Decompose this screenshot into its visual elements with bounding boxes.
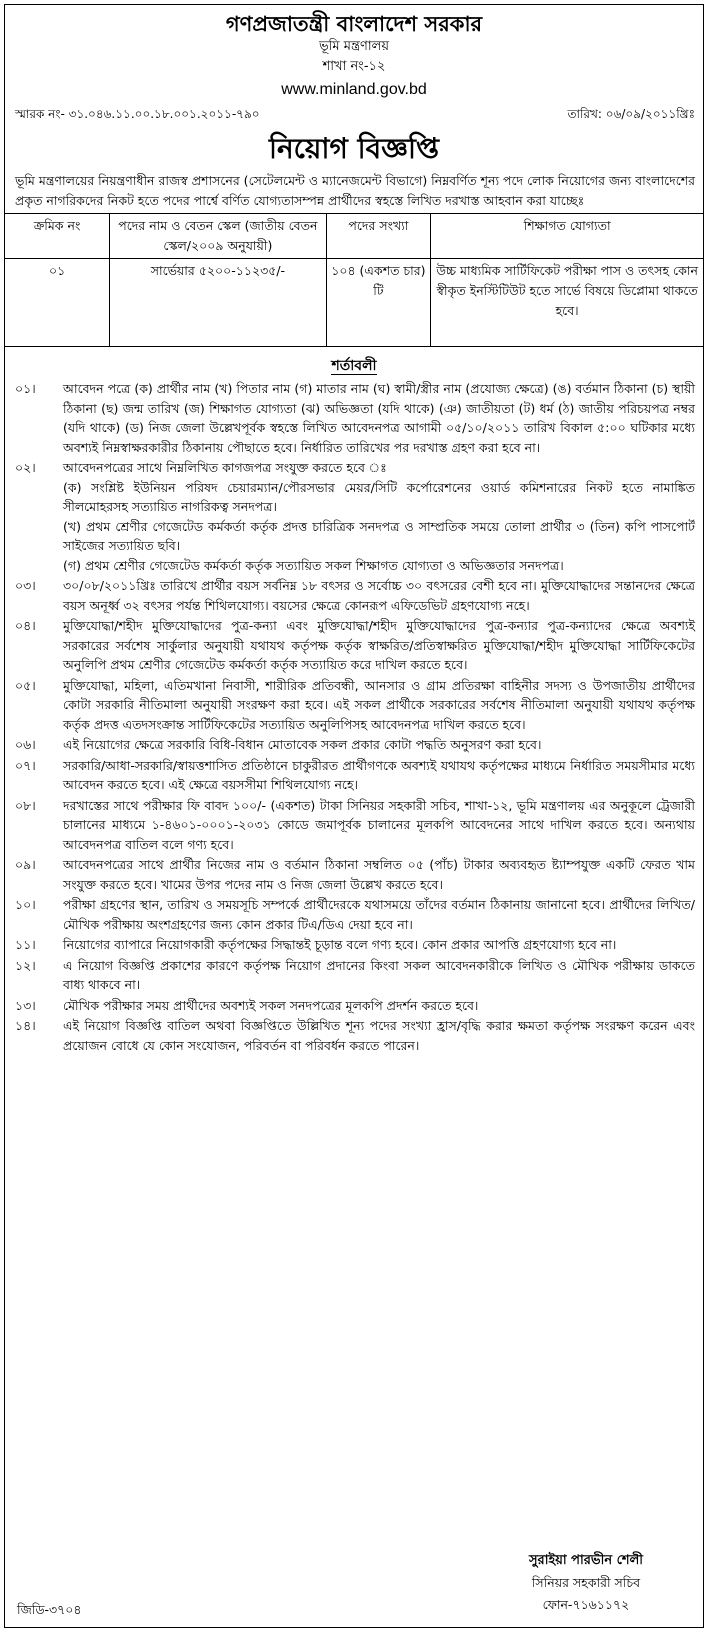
cell-post: সার্ভেয়ার ৫২০০-১১২৩৫/- bbox=[110, 259, 326, 347]
branch-name: শাখা নং-১২ bbox=[322, 59, 386, 74]
memo-date: তারিখ: ০৬/০৯/২০১১খ্রিঃ bbox=[567, 107, 695, 121]
condition-item bbox=[15, 576, 695, 615]
memo-number: স্মারক নং- ৩১.০৪৬.১১.০০.১৮.০০১.২০১১-৭৯০ bbox=[15, 107, 260, 121]
condition-text: সরকারি/আধা-সরকারি/স্বায়ত্তশাসিত প্রতিষ্ঠানে চাকুরীরত প্রার্থীগণকে অবশ্যই যথাযথ কর্তৃপক্ষের মাধ্যমে নির্ধারিত সময়সীমার মধ্যে আবেদন করতে হবে। এই ক্ষেত্রে বয়সসীমা শিথিলযোগ্য নহে। bbox=[63, 757, 695, 792]
cell-count: ১০৪ (একশত চার) টি bbox=[326, 259, 431, 347]
ministry-name: ভূমি মন্ত্রণালয় bbox=[319, 39, 389, 54]
table-header-row bbox=[5, 214, 703, 259]
intro-paragraph: ভূমি মন্ত্রণালয়ের নিয়ন্ত্রণাধীন রাজস্ব প্রশাসনের (সেটেলমেন্ট ও ম্যানেজমেন্ট বিভাগে) নিম্নবর্ণিত শূন্য পদে লোক নিয়োগের জন্য বাংলাদেশের প্রকৃত নাগরিকদের নিকট হতে পদের পার্শ্বে বর্ণিত যোগ্যতাসম্পন্ন প্রার্থীদের স্বহস্তে লিখিত দরখাস্ত আহবান করা যাচ্ছেঃ bbox=[15, 173, 695, 208]
condition-item bbox=[15, 935, 695, 955]
condition-number: ০১। bbox=[15, 381, 36, 396]
condition-item bbox=[15, 676, 695, 735]
conditions-list bbox=[5, 377, 703, 1055]
notice-page bbox=[4, 4, 704, 1628]
table-row bbox=[5, 259, 703, 347]
condition-item bbox=[15, 796, 695, 855]
col-header-serial: ক্রমিক নং bbox=[5, 214, 110, 259]
col-header-qualification: শিক্ষাগত যোগ্যতা bbox=[431, 214, 703, 259]
condition-item bbox=[15, 895, 695, 934]
condition-item bbox=[15, 458, 695, 575]
signature-block bbox=[529, 1550, 643, 1616]
memo-row bbox=[5, 101, 703, 123]
condition-number: ১১। bbox=[15, 937, 36, 952]
condition-item bbox=[15, 735, 695, 755]
condition-item bbox=[15, 996, 695, 1016]
signatory-phone: ফোন-৭১৬১১৭২ bbox=[542, 1597, 630, 1612]
condition-number: ০৪। bbox=[15, 618, 36, 633]
condition-number: ১২। bbox=[15, 957, 36, 973]
condition-subitem: (ক) সংশ্লিষ্ট ইউনিয়ন পরিষদ চেয়ারম্যান/পৌরসভার মেয়র/সিটি কর্পোরেশনের ওয়ার্ড কমিশনারের নিকট হতে নামাঙ্কিত সীলমোহরসহ সত্যায়িত নাগরিকত্ব সনদপত্র। bbox=[63, 479, 695, 514]
condition-text: দরখাস্তের সাথে পরীক্ষার ফি বাবদ ১০০/- (একশত) টাকা সিনিয়র সহকারী সচিব, শাখা-১২, ভূমি মন্ত্রণালয় এর অনুকূলে ট্রেজারী চালানের মাধ্যমে ১-৪৬০১-০০০১-২০৩১ কোডে জমাপূর্বক চালানের মূলকপি আবেদনের সাথে দাখিল করতে হবে। অন্যথায় আবেদনপত্র বাতিল বলে গণ্য হবে। bbox=[63, 797, 695, 852]
condition-text: মুক্তিযোদ্ধা, মহিলা, এতিমখানা নিবাসী, শারীরিক প্রতিবন্ধী, আনসার ও গ্রাম প্রতিরক্ষা বাহিনীর সদস্য ও উপজাতীয় প্রার্থীদের কোটা সরকারি নীতিমালা অনুযায়ী সংরক্ষণ করা হবে। এই সকল প্রার্থীকে সরকারের সর্বশেষ নীতিমালা অনুযায়ী যথাযথ কর্তৃপক্ষ কর্তৃক প্রদত্ত এতদসংক্রান্ত সার্টিফিকেটের সত্যায়িত অনুলিপিসহ আবেদনপত্র দাখিল করতে হবে। bbox=[63, 677, 695, 732]
condition-text: আবেদন পত্রে (ক) প্রার্থীর নাম (খ) পিতার নাম (গ) মাতার নাম (ঘ) স্বামী/স্ত্রীর নাম (প্রযোজ্য ক্ষেত্রে) (ঙ) বর্তমান ঠিকানা (চ) স্থায়ী ঠিকানা (ছ) জন্ম তারিখ (জ) শিক্ষাগত যোগ্যতা (ঝ) অভিজ্ঞতা (যদি থাকে) (ঞ) জাতীয়তা (ট) ধর্ম (ঠ) জাতীয় পরিচয়পত্র নম্বর (যদি থাকে) (ড) নিজ জেলা উল্লেখপূর্বক স্বহস্তে লিখিত আবেদনপত্র আগামী ০৫/১০/২০১১ তারিখ বিকাল ৫:০০ ঘটিকার মধ্যে অবশ্যই নিম্নস্বাক্ষরকারীর ঠিকানায় পৌছাতে হবে। নির্ধারিত তারিখের পর দরখাস্ত গ্রহণ করা হবে না। bbox=[63, 381, 695, 455]
condition-number: ০৭। bbox=[15, 757, 36, 773]
condition-number: ১০। bbox=[15, 897, 36, 912]
condition-subitem: (খ) প্রথম শ্রেণীর গেজেটেড কর্মকর্তা কর্তৃক প্রদত্ত চারিত্রিক সনদপত্র ও সাম্প্রতিক সময়ে তোলা প্রার্থীর ৩ (তিন) কপি পাসপোর্ট সাইজের সত্যায়িত ছবি। bbox=[63, 518, 695, 553]
condition-subitem: (গ) প্রথম শ্রেণীর গেজেটেড কর্মকর্তা কর্তৃক সত্যায়িত সকল শিক্ষাগত যোগ্যতা ও অভিজ্ঞতার সনদপত্র। bbox=[63, 557, 564, 573]
condition-number: ১৩। bbox=[15, 997, 36, 1013]
condition-text: এই নিয়োগ বিজ্ঞপ্তি বাতিল অথবা বিজ্ঞপ্তিতে উল্লিখিত শূন্য পদের সংখ্যা হ্রাস/বৃদ্ধি করার ক্ষমতা কর্তৃপক্ষ সংরক্ষণ করেন এবং প্রয়োজন বোধে যে কোন সংযোজন, পরিবর্তন বা পরিবর্ধন করতে পারেন। bbox=[63, 1018, 695, 1053]
vacancy-table bbox=[5, 213, 703, 347]
condition-item bbox=[15, 1016, 695, 1055]
condition-text: আবেদনপত্রের সাথে নিম্নলিখিত কাগজপত্র সংযুক্ত করতে হবে ঃ bbox=[63, 460, 387, 475]
govt-name: গণপ্রজাতন্ত্রী বাংলাদেশ সরকার bbox=[225, 12, 483, 36]
condition-number: ০৫। bbox=[15, 677, 36, 693]
condition-number: ১৪। bbox=[15, 1018, 36, 1033]
conditions-heading: শর্তাবলী bbox=[331, 358, 377, 374]
condition-text: নিয়োগের ব্যাপারে নিয়োগকারী কর্তৃপক্ষের সিদ্ধান্তই চূড়ান্ত বলে গণ্য হবে। কোন প্রকার আপত্তি গ্রহণযোগ্য হবে না। bbox=[63, 937, 617, 952]
header bbox=[5, 11, 703, 101]
condition-number: ০৩। bbox=[15, 578, 36, 593]
col-header-post: পদের নাম ও বেতন স্কেল (জাতীয় বেতন স্কেল/২০০৯ অনুযায়ী) bbox=[110, 214, 326, 259]
signatory-designation: সিনিয়র সহকারী সচিব bbox=[531, 1575, 641, 1590]
condition-text: আবেদনপত্রের সাথে প্রার্থীর নিজের নাম ও বর্তমান ঠিকানা সম্বলিত ০৫ (পাঁচ) টাকার অব্যবহৃত ষ্ট্যাম্পযুক্ত একটি ফেরত খাম সংযুক্ত করতে হবে। খামের উপর পদের নাম ও নিজ জেলা উল্লেখ করতে হবে। bbox=[63, 857, 695, 892]
notice-title: নিয়োগ বিজ্ঞপ্তি bbox=[268, 132, 440, 165]
condition-text: এই নিয়োগের ক্ষেত্রে সরকারি বিধি-বিধান মোতাবেক সকল প্রকার কোটা পদ্ধতি অনুসরণ করা হবে। bbox=[63, 737, 542, 752]
condition-text: এ নিয়োগ বিজ্ঞপ্তি প্রকাশের কারণে কর্তৃপক্ষ নিয়োগ প্রদানের কিংবা সকল আবেদনকারীকে লিখিত ও মৌখিক পরীক্ষায় ডাকতে বাধ্য থাকবে না। bbox=[63, 957, 695, 992]
condition-item bbox=[15, 855, 695, 894]
condition-text: ৩০/০৮/২০১১খ্রিঃ তারিখে প্রার্থীর বয়স সর্বনিম্ন ১৮ বৎসর ও সর্বোচ্চ ৩০ বৎসরের বেশী হবে না। মুক্তিযোদ্ধাদের সন্তানদের ক্ষেত্রে বয়স অনূর্ধ্ব ৩২ বৎসর পর্যন্ত শিথিলযোগ্য। বয়সের ক্ষেত্রে কোনরূপ এফিডেভিট গ্রহণযোগ্য নহে। bbox=[63, 578, 695, 613]
condition-text: মুক্তিযোদ্ধা/শহীদ মুক্তিযোদ্ধাদের পুত্র-কন্যা এবং মুক্তিযোদ্ধা/শহীদ মুক্তিযোদ্ধাদের পুত্র-কন্যার পুত্র-কন্যাদের ক্ষেত্রে অবশ্যই সরকারের সর্বশেষ সার্কুলার অনুযায়ী যথাযথ কর্তৃপক্ষ কর্তৃক স্বাক্ষরিত/প্রতিস্বাক্ষরিত মুক্তিযোদ্ধা/শহীদ মুক্তিযোদ্ধা সার্টিফিকেটের অনুলিপি প্রথম শ্রেণীর গেজেটেড কর্মকর্তা কর্তৃক সত্যায়িত করে দাখিল করতে হবে। bbox=[63, 618, 695, 672]
condition-number: ০৬। bbox=[15, 737, 36, 752]
condition-text: মৌখিক পরীক্ষার সময় প্রার্থীদের অবশ্যই সকল সনদপত্রের মূলকপি প্রদর্শন করতে হবে। bbox=[63, 997, 479, 1013]
col-header-count: পদের সংখ্যা bbox=[326, 214, 431, 259]
gd-number: জিডি-৩৭০৪ bbox=[17, 1602, 82, 1617]
condition-item bbox=[15, 379, 695, 457]
condition-text: পরীক্ষা গ্রহণের স্থান, তারিখ ও সময়সূচি সম্পর্কে প্রার্থীদেরকে যথাসময়ে তাঁদের বর্তমান ঠিকানায় জানানো হবে। প্রার্থীদের লিখিত/মৌখিক পরীক্ষায় অংশগ্রহণের জন্য কোন প্রকার টিএ/ডিএ দেয়া হবে না। bbox=[63, 897, 695, 932]
condition-item bbox=[15, 956, 695, 995]
condition-number: ০৯। bbox=[15, 857, 36, 872]
cell-qualification: উচ্চ মাধ্যমিক সার্টিফিকেট পরীক্ষা পাস ও তৎসহ কোন স্বীকৃত ইনস্টিটিউট হতে সার্ভে বিষয়ে ডিপ্লোমা থাকতে হবে। bbox=[431, 259, 703, 347]
condition-number: ০২। bbox=[15, 460, 36, 475]
website-link[interactable]: www.minland.gov.bd bbox=[281, 81, 427, 98]
condition-item bbox=[15, 616, 695, 675]
condition-item bbox=[15, 756, 695, 795]
condition-number: ০৮। bbox=[15, 797, 36, 813]
cell-serial: ০১ bbox=[5, 259, 110, 347]
signatory-name: সুরাইয়া পারভীন শেলী bbox=[528, 1553, 643, 1568]
